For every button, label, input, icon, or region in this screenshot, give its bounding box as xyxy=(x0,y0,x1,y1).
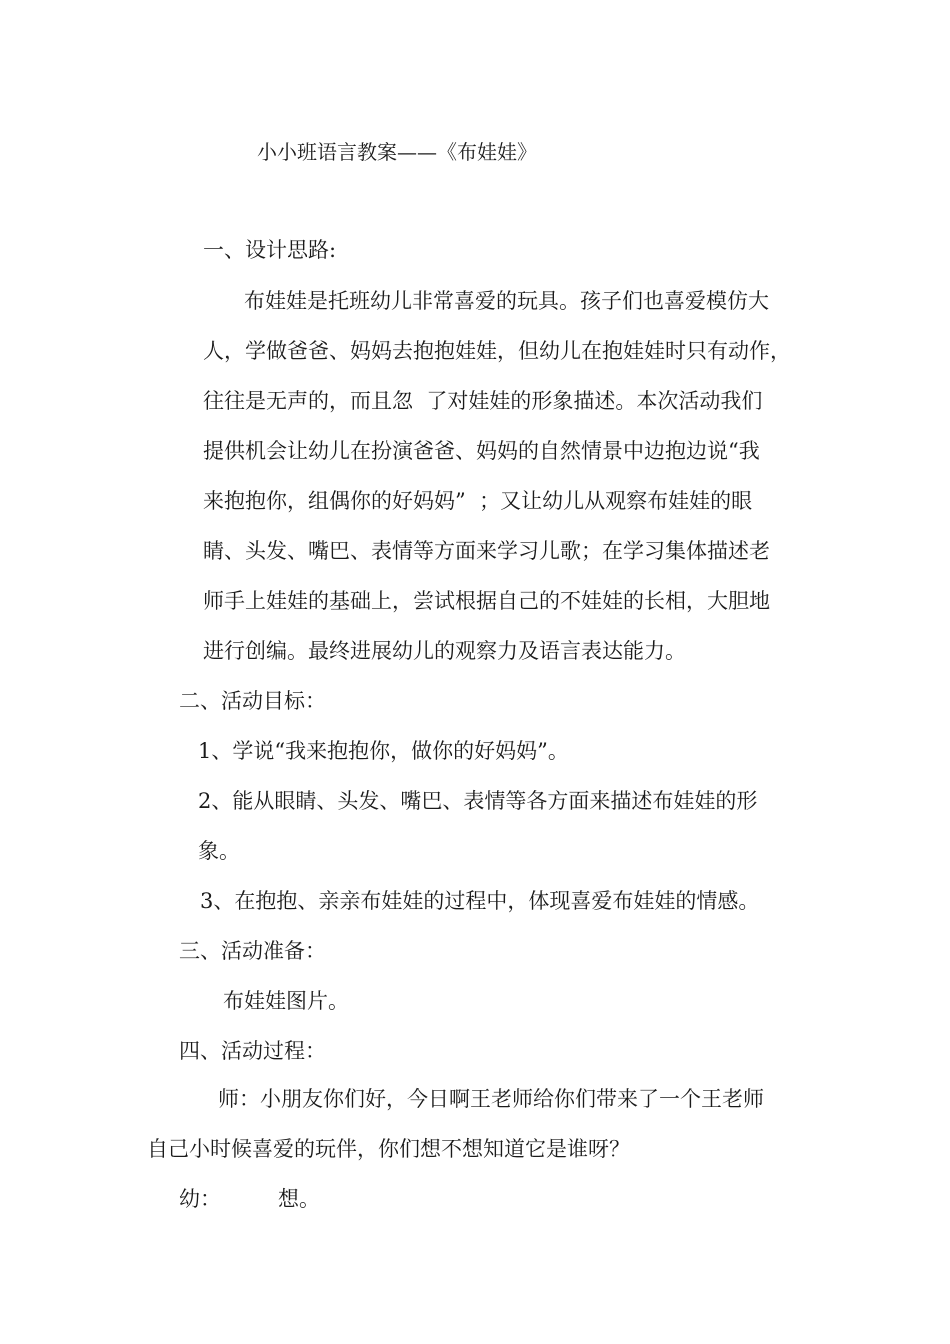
child-speaker-label: 幼： xyxy=(179,1187,221,1211)
section-1-heading: 一、设计思路: xyxy=(203,238,337,262)
goal-item: 1、学说“我来抱抱你，做你的好妈妈”。 xyxy=(198,739,569,763)
paragraph-line: 人，学做爸爸、妈妈去抱抱娃娃，但幼儿在抱娃娃时只有动作， xyxy=(203,339,791,363)
section-3-heading: 三、活动准备： xyxy=(179,939,326,963)
goal-item: 2、能从眼睛、头发、嘴巴、表情等各方面来描述布娃娃的形 xyxy=(198,789,758,813)
section-2-heading: 二、活动目标： xyxy=(179,689,326,713)
goal-item-continued: 象。 xyxy=(198,839,240,863)
child-reply-text: 想。 xyxy=(278,1187,320,1211)
paragraph-line: 布娃娃是托班幼儿非常喜爱的玩具。孩子们也喜爱模仿大 xyxy=(244,289,769,313)
preparation-text: 布娃娃图片。 xyxy=(223,989,349,1013)
paragraph-line: 进行创编。最终进展幼儿的观察力及语言表达能力。 xyxy=(203,639,686,663)
teacher-dialogue-line: 师：小朋友你们好，今日啊王老师给你们带来了一个王老师 xyxy=(218,1087,764,1111)
section-4-heading: 四、活动过程： xyxy=(179,1039,326,1063)
teacher-dialogue-line: 自己小时候喜爱的玩伴，你们想不想知道它是谁呀？ xyxy=(147,1137,630,1161)
paragraph-line: 师手上娃娃的基础上，尝试根据自己的不娃娃的长相，大胆地 xyxy=(203,589,770,613)
paragraph-line: 来抱抱你，组偶你的好妈妈” ；又让幼儿从观察布娃娃的眼 xyxy=(203,489,753,513)
paragraph-line: 睛、头发、嘴巴、表情等方面来学习儿歌；在学习集体描述老 xyxy=(203,539,770,563)
document-title: 小小班语言教案——《布娃娃》 xyxy=(257,140,537,164)
paragraph-line: 提供机会让幼儿在扮演爸爸、妈妈的自然情景中边抱边说“我 xyxy=(203,439,760,463)
paragraph-line: 往往是无声的，而且忽 了对娃娃的形象描述。本次活动我们 xyxy=(203,389,763,413)
goal-item: 3、在抱抱、亲亲布娃娃的过程中，体现喜爱布娃娃的情感。 xyxy=(200,889,760,913)
